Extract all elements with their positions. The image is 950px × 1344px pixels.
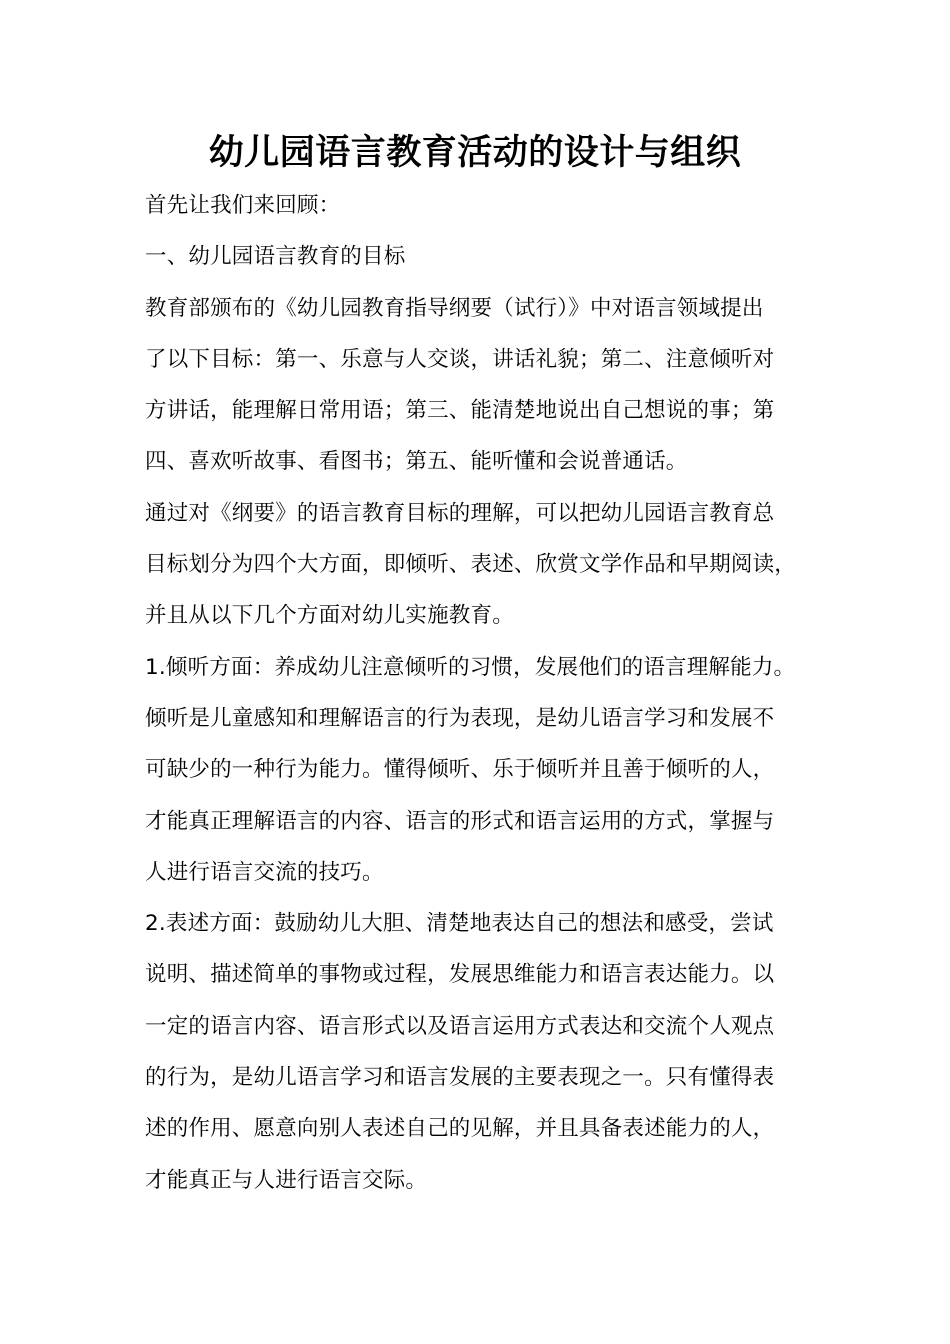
text-line: 通过对《纲要》的语言教育目标的理解，可以把幼儿园语言教育总 xyxy=(145,500,775,526)
text-line: 首先让我们来回顾： xyxy=(145,193,341,218)
document-body xyxy=(145,180,810,1206)
text-line: 倾听是儿童感知和理解语言的行为表现，是幼儿语言学习和发展不 xyxy=(145,705,775,731)
text-line: 的行为，是幼儿语言学习和语言发展的主要表现之一。只有懂得表 xyxy=(145,1065,775,1091)
text-line: 一定的语言内容、语言形式以及语言运用方式表达和交流个人观点 xyxy=(145,1013,775,1039)
text-line: 才能真正理解语言的内容、语言的形式和语言运用的方式，掌握与 xyxy=(145,808,775,834)
text-line: 一、幼儿园语言教育的目标 xyxy=(145,244,406,270)
text-line: 述的作用、愿意向别人表述自己的见解，并且具备表述能力的人， xyxy=(145,1116,775,1142)
text-line: 教育部颁布的《幼儿园教育指导纲要（试行）》中对语言领域提出 xyxy=(145,295,764,321)
text-line: 并且从以下几个方面对幼儿实施教育。 xyxy=(145,603,514,629)
text-line: 2.表述方面：鼓励幼儿大胆、清楚地表达自己的想法和感受，尝试 xyxy=(145,911,774,937)
text-line: 说明、描述简单的事物或过程，发展思维能力和语言表达能力。以 xyxy=(145,962,775,988)
text-line: 四、喜欢听故事、看图书；第五、能听懂和会说普通话。 xyxy=(145,449,688,475)
text-line: 才能真正与人进行语言交际。 xyxy=(145,1167,428,1193)
text-line: 目标划分为四个大方面，即倾听、表述、欣赏文学作品和早期阅读， xyxy=(145,552,797,578)
text-line: 人进行语言交流的技巧。 xyxy=(145,859,384,885)
text-line: 可缺少的一种行为能力。懂得倾听、乐于倾听并且善于倾听的人， xyxy=(145,757,775,783)
text-line: 1.倾听方面：养成幼儿注意倾听的习惯，发展他们的语言理解能力。 xyxy=(145,654,796,680)
text-line: 方讲话，能理解日常用语；第三、能清楚地说出自己想说的事；第 xyxy=(145,398,775,424)
text-line: 了以下目标：第一、乐意与人交谈，讲话礼貌；第二、注意倾听对 xyxy=(145,346,775,372)
document-title: 幼儿园语言教育活动的设计与组织 xyxy=(208,132,742,173)
